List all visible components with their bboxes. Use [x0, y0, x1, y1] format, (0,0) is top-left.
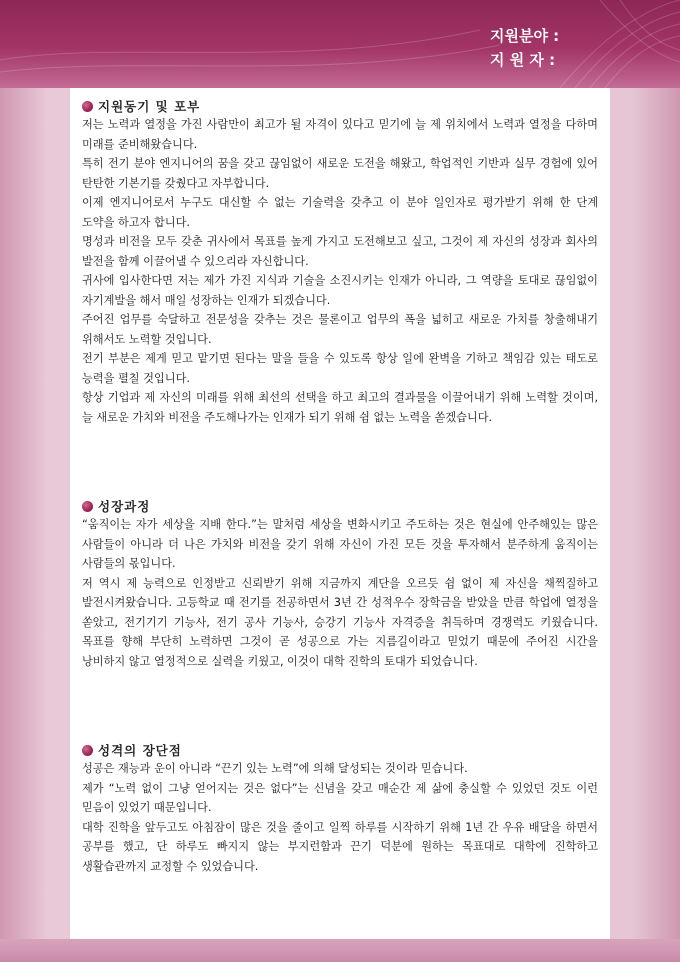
bottom-band — [0, 939, 680, 962]
paragraph: 전기 부분은 제게 믿고 맡기면 된다는 말을 들을 수 있도록 항상 일에 완벽을 기하고 책임감 있는 태도로 능력을 펼칠 것입니다. — [82, 352, 598, 385]
section-personality — [82, 741, 598, 876]
circle-bullet-icon — [82, 745, 93, 756]
header-band — [0, 0, 680, 88]
paragraph: 성공은 재능과 운이 아니라 “끈기 있는 노력”에 의해 달성되는 것이라 믿습니다. — [82, 762, 468, 775]
paragraph: 항상 기업과 제 자신의 미래를 위해 최선의 선택을 하고 최고의 결과물을 이끌어내기 위해 노력할 것이며, 늘 새로운 가치와 비전을 주도해나가는 인재가 되기 위해 쉼 없는 노력을 쏟겠습니다. — [82, 391, 598, 424]
circle-bullet-icon — [82, 501, 93, 512]
section-motivation — [82, 97, 598, 427]
paragraph: “움직이는 자가 세상을 지배 한다.”는 말처럼 세상을 변화시키고 주도하는 것은 현실에 안주해있는 많은 사람들이 아니라 더 나은 가치와 비전을 갖기 위해 자신이 가진 모든 것을 투자해서 분주하게 움직이는 사람들의 몫입니다. — [82, 518, 598, 570]
section-growth — [82, 497, 598, 671]
paragraph: 이제 엔지니어로서 누구도 대신할 수 없는 기술력을 갖추고 이 분야 일인자로 평가받기 위해 한 단계 도약을 하고자 합니다. — [82, 196, 598, 229]
paragraph: 명성과 비전을 모두 갖춘 귀사에서 목표를 높게 가지고 도전해보고 싶고, 그것이 제 자신의 성장과 회사의 발전을 함께 이끌어낼 수 있으리라 자신합니다. — [82, 235, 598, 268]
section-title — [82, 741, 598, 759]
paragraph: 귀사에 입사한다면 저는 제가 가진 지식과 기술을 소진시키는 인재가 아니라, 그 역량을 토대로 끊임없이 자기계발을 해서 매일 성장하는 인재가 되겠습니다. — [82, 274, 598, 307]
applicant-name-label: 지 원 자 : — [490, 51, 556, 69]
section-title-text: 성장과정 — [98, 499, 151, 514]
section-title — [82, 497, 598, 515]
paragraph: 저는 노력과 열정을 가진 사람만이 최고가 될 자격이 있다고 믿기에 늘 제 위치에서 노력과 열정을 다하며 미래를 준비해왔습니다. — [82, 118, 598, 151]
applicant-info — [490, 24, 559, 72]
paragraph: 대학 진학을 앞두고도 아침잠이 많은 것을 줄이고 일찍 하루를 시작하기 위해 1년 간 우유 배달을 하면서 공부를 했고, 단 하루도 빠지지 않는 부지런함과 끈기 덕분에 원하는 목표대로 대학에 진학하고 생활습관까지 교정할 수 있었습니다. — [82, 820, 598, 873]
circle-bullet-icon — [82, 101, 93, 112]
section-title-text: 성격의 장단점 — [98, 743, 182, 758]
paragraph: 저 역시 제 능력으로 인정받고 신뢰받기 위해 지금까지 계단을 오르듯 쉼 없이 제 자신을 채찍질하고 발전시켜왔습니다. 고등학교 때 전기를 전공하면서 3년 간 성적우수 장학금을 받았을 만큼 학업에 열정을 쏟았고, 전기기기 기능사, 전기 공사 기능사, 승강기 기능사 자격증을 취득하며 경쟁력도 키웠습니다. 목표를 향해 부단히 노력하면 그것이 곧 성공으로 가는 지름길이라고 믿었기 때문에 주어진 시간을 낭비하지 않고 열정적으로 실력을 키웠고, 이것이 대학 진학의 토대가 되었습니다. — [82, 576, 598, 668]
field-label: 지원분야 : — [490, 27, 560, 45]
paragraph: 주어진 업무를 숙달하고 전문성을 갖추는 것은 물론이고 업무의 폭을 넓히고 새로운 가치를 창출해내기 위해서도 노력할 것입니다. — [82, 313, 598, 346]
paragraph: 제가 “노력 없이 그냥 얻어지는 것은 없다”는 신념을 갖고 매순간 제 삶에 충실할 수 있었던 것도 이런 믿음이 있었기 때문입니다. — [82, 781, 598, 814]
decorative-swirl — [0, 0, 680, 88]
section-title-text: 지원동기 및 포부 — [98, 99, 201, 114]
section-title — [82, 97, 598, 115]
paragraph: 특히 전기 분야 엔지니어의 꿈을 갖고 끊임없이 새로운 도전을 해왔고, 학업적인 기반과 실무 경험에 있어 탄탄한 기본기를 갖췄다고 자부합니다. — [82, 157, 598, 190]
